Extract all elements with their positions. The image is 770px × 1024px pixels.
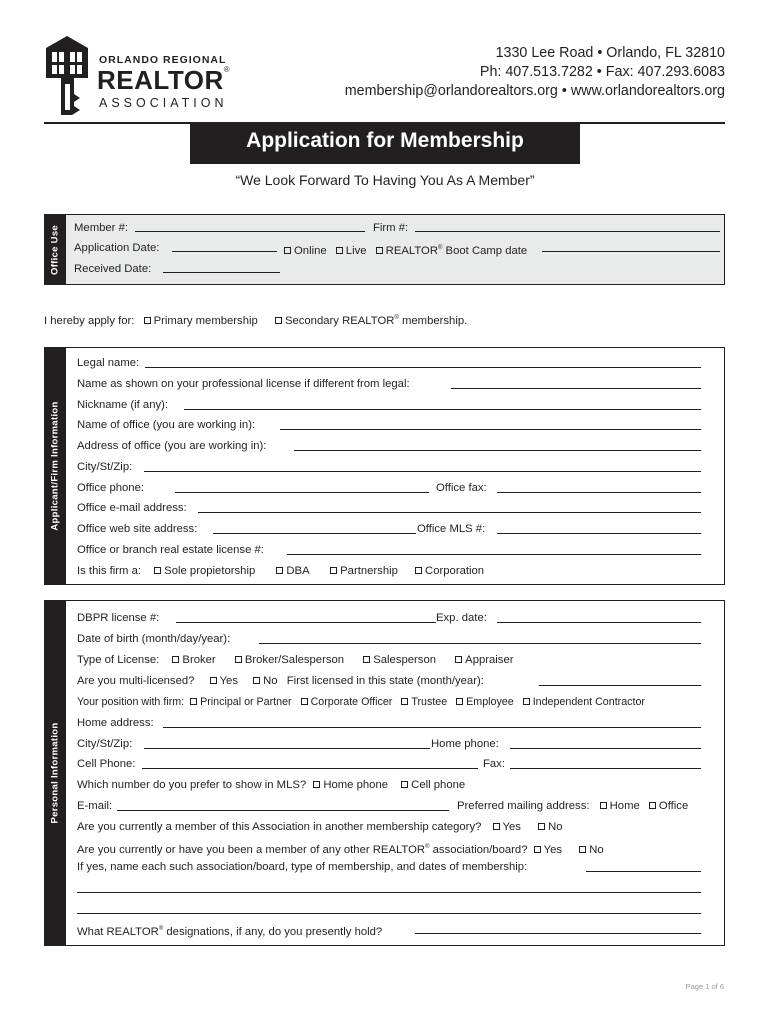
firm-number-label: Firm #: (373, 222, 409, 234)
mls-home-phone-label: Home phone (323, 779, 389, 791)
designations-field[interactable] (415, 933, 701, 934)
corporate-officer-label: Corporate Officer (310, 696, 393, 708)
mls-preference-row (77, 778, 465, 792)
application-mode-options (284, 241, 527, 258)
office-fax-label: Office fax: (436, 482, 487, 494)
bootcamp-date-field[interactable] (542, 251, 720, 252)
broker-salesperson-checkbox[interactable] (235, 656, 242, 663)
exp-date-field[interactable] (497, 622, 701, 623)
firm-type-label: Is this firm a: (77, 565, 142, 577)
association-logo (44, 34, 239, 116)
contact-block (345, 44, 725, 101)
office-use-tab-label: Office Use (49, 224, 61, 275)
secondary-membership-checkbox[interactable] (275, 317, 282, 324)
legal-name-label: Legal name: (77, 357, 140, 369)
mls-preference-label: Which number do you prefer to show in MLS? (77, 779, 307, 791)
designations-row (77, 922, 382, 939)
email-web-line[interactable]: membership@orlandorealtors.org • www.orlandorealtors.org (344, 83, 725, 99)
office-license-field[interactable] (287, 554, 701, 555)
home-phone-label: Home phone: (431, 738, 499, 750)
dob-label: Date of birth (month/day/year): (77, 633, 231, 645)
apply-for-line (44, 311, 467, 328)
org-name-line1: ORLANDO REGIONAL (99, 54, 227, 66)
office-address-field[interactable] (294, 450, 701, 451)
designations-registered-mark: ® (158, 926, 164, 932)
corporate-officer-checkbox[interactable] (301, 698, 308, 705)
dbpr-label: DBPR license #: (77, 612, 160, 624)
designations-label: What REALTOR (77, 925, 159, 938)
office-web-label: Office web site address: (77, 523, 198, 535)
office-use-tab (44, 214, 66, 285)
apply-for-label: I hereby apply for: (44, 314, 135, 327)
legal-name-field[interactable] (145, 367, 701, 368)
employee-label: Employee (466, 696, 514, 708)
home-city-label: City/St/Zip: (77, 738, 133, 750)
mls-cell-phone-checkbox[interactable] (401, 781, 408, 788)
independent-contractor-label: Independent Contractor (532, 696, 645, 708)
partnership-checkbox[interactable] (330, 567, 337, 574)
mailing-preference-row (457, 799, 688, 813)
online-checkbox[interactable] (284, 247, 291, 254)
firm-city-label: City/St/Zip: (77, 461, 133, 473)
office-mls-label: Office MLS #: (417, 523, 486, 535)
other-category-yes-label: Yes (502, 821, 521, 833)
bootcamp-checkbox[interactable] (376, 247, 383, 254)
position-label: Your position with firm: (77, 696, 185, 708)
house-key-icon (44, 34, 90, 116)
multi-license-no-label: No (263, 675, 278, 687)
address-line: 1330 Lee Road • Orlando, FL 32810 (495, 45, 725, 61)
page-number: Page 1 of 6 (685, 982, 724, 991)
mail-office-checkbox[interactable] (649, 802, 656, 809)
application-date-field[interactable] (172, 251, 277, 252)
office-phone-label: Office phone: (77, 482, 144, 494)
office-phone-field[interactable] (175, 492, 429, 493)
salesperson-label: Salesperson (373, 654, 437, 666)
office-mls-field[interactable] (497, 533, 701, 534)
email-label: E-mail: (77, 800, 113, 812)
multi-license-row (77, 674, 484, 688)
other-category-yes-checkbox[interactable] (493, 823, 500, 830)
personal-tab-label: Personal Information (49, 722, 61, 824)
corporation-checkbox[interactable] (415, 567, 422, 574)
personal-section-tab (44, 600, 66, 946)
member-number-label: Member #: (74, 222, 128, 234)
bootcamp-label: REALTOR (385, 244, 438, 257)
license-type-label: Type of License: (77, 654, 160, 666)
dba-checkbox[interactable] (276, 567, 283, 574)
secondary-registered-mark: ® (394, 315, 399, 321)
mail-office-label: Office (658, 800, 689, 812)
other-association-no-checkbox[interactable] (579, 846, 586, 853)
other-association-registered-mark: ® (425, 844, 430, 850)
other-association-label-tail: association/board? (429, 843, 528, 856)
position-row (77, 695, 645, 709)
broker-label: Broker (182, 654, 216, 666)
nickname-field[interactable] (184, 409, 701, 410)
if-yes-field-1[interactable] (586, 871, 701, 872)
multi-license-yes-label: Yes (219, 675, 238, 687)
partnership-label: Partnership (340, 565, 398, 577)
cell-phone-field[interactable] (142, 768, 478, 769)
dob-field[interactable] (259, 643, 701, 644)
mail-home-label: Home (609, 800, 640, 812)
other-association-label: Are you currently or have you been a member of any other REALTOR (77, 843, 426, 856)
applicant-section-tab (44, 347, 66, 585)
home-city-field[interactable] (144, 748, 430, 749)
email-field[interactable] (117, 810, 449, 811)
received-date-label: Received Date: (74, 263, 152, 275)
cell-phone-label: Cell Phone: (77, 758, 136, 770)
license-name-field[interactable] (451, 388, 701, 389)
sole-proprietorship-checkbox[interactable] (154, 567, 161, 574)
org-name-line3: ASSOCIATION (99, 96, 228, 110)
phone-line: Ph: 407.513.7282 • Fax: 407.293.6083 (479, 64, 725, 80)
if-yes-label: If yes, name each such association/board, type of membership, and dates of membership: (77, 861, 528, 873)
registered-mark: ® (223, 65, 230, 74)
principal-checkbox[interactable] (190, 698, 197, 705)
license-type-row (77, 653, 514, 667)
sole-proprietorship-label: Sole propietorship (164, 565, 256, 577)
dba-label: DBA (286, 565, 309, 577)
application-date-label: Application Date: (74, 242, 160, 254)
mailing-preference-label: Preferred mailing address: (457, 800, 590, 812)
applicant-tab-label: Applicant/Firm Information (49, 401, 61, 531)
office-email-field[interactable] (198, 512, 701, 513)
firm-type-row (77, 564, 484, 578)
online-label: Online (294, 244, 327, 257)
primary-membership-checkbox[interactable] (144, 317, 151, 324)
trustee-checkbox[interactable] (401, 698, 408, 705)
page-title: Application for Membership (246, 129, 524, 152)
corporation-label: Corporation (425, 565, 485, 577)
received-date-field[interactable] (163, 272, 280, 273)
bootcamp-registered-mark: ® (438, 245, 443, 251)
office-web-field[interactable] (213, 533, 416, 534)
other-association-yes-label: Yes (543, 843, 563, 856)
home-phone-field[interactable] (510, 748, 701, 749)
first-licensed-label: First licensed in this state (month/year): (286, 675, 484, 687)
secondary-membership-label-tail: membership. (398, 314, 468, 327)
office-fax-field[interactable] (497, 492, 701, 493)
firm-city-field[interactable] (144, 471, 701, 472)
broker-salesperson-label: Broker/Salesperson (244, 654, 345, 666)
office-name-label: Name of office (you are working in): (77, 419, 256, 431)
primary-membership-label: Primary membership (153, 314, 258, 327)
multi-license-no-checkbox[interactable] (253, 677, 260, 684)
live-label: Live (345, 244, 367, 257)
other-association-yes-checkbox[interactable] (534, 846, 541, 853)
secondary-membership-label: Secondary REALTOR (284, 314, 395, 327)
live-checkbox[interactable] (336, 247, 343, 254)
designations-label-tail: designations, if any, do you presently hold? (163, 925, 383, 938)
other-category-label: Are you currently a member of this Association in another membership category? (77, 821, 482, 833)
multi-license-label: Are you multi-licensed? (77, 675, 195, 687)
trustee-label: Trustee (411, 696, 448, 708)
office-address-label: Address of office (you are working in): (77, 440, 267, 452)
mail-home-checkbox[interactable] (600, 802, 607, 809)
org-name-realtor (97, 65, 230, 96)
mls-cell-phone-label: Cell phone (411, 779, 466, 791)
office-email-label: Office e-mail address: (77, 502, 187, 514)
appraiser-label: Appraiser (465, 654, 514, 666)
if-yes-field-3[interactable] (77, 913, 701, 914)
office-license-label: Office or branch real estate license #: (77, 544, 264, 556)
member-number-field[interactable] (135, 231, 365, 232)
other-category-no-label: No (548, 821, 563, 833)
other-category-no-checkbox[interactable] (538, 823, 545, 830)
bootcamp-label-tail: Boot Camp date (442, 244, 528, 257)
license-name-label: Name as shown on your professional license if different from legal: (77, 378, 410, 390)
office-name-field[interactable] (280, 429, 701, 430)
tagline: “We Look Forward To Having You As A Member” (235, 172, 535, 188)
broker-checkbox[interactable] (172, 656, 179, 663)
other-association-row (77, 840, 604, 857)
multi-license-yes-checkbox[interactable] (210, 677, 217, 684)
appraiser-checkbox[interactable] (455, 656, 462, 663)
principal-label: Principal or Partner (200, 696, 292, 708)
fax-label: Fax: (483, 758, 505, 770)
firm-number-field[interactable] (415, 231, 720, 232)
nickname-label: Nickname (if any): (77, 399, 169, 411)
employee-checkbox[interactable] (456, 698, 463, 705)
salesperson-checkbox[interactable] (363, 656, 370, 663)
home-address-label: Home address: (77, 717, 154, 729)
other-category-row (77, 820, 563, 834)
personal-section-box (44, 600, 725, 946)
first-licensed-field[interactable] (539, 685, 701, 686)
exp-date-label: Exp. date: (436, 612, 487, 624)
realtor-word: REALTOR (97, 65, 224, 95)
mls-home-phone-checkbox[interactable] (313, 781, 320, 788)
independent-contractor-checkbox[interactable] (523, 698, 530, 705)
other-association-no-label: No (589, 843, 604, 856)
home-address-field[interactable] (163, 727, 701, 728)
dbpr-field[interactable] (176, 622, 436, 623)
fax-field[interactable] (510, 768, 701, 769)
if-yes-field-2[interactable] (77, 892, 701, 893)
